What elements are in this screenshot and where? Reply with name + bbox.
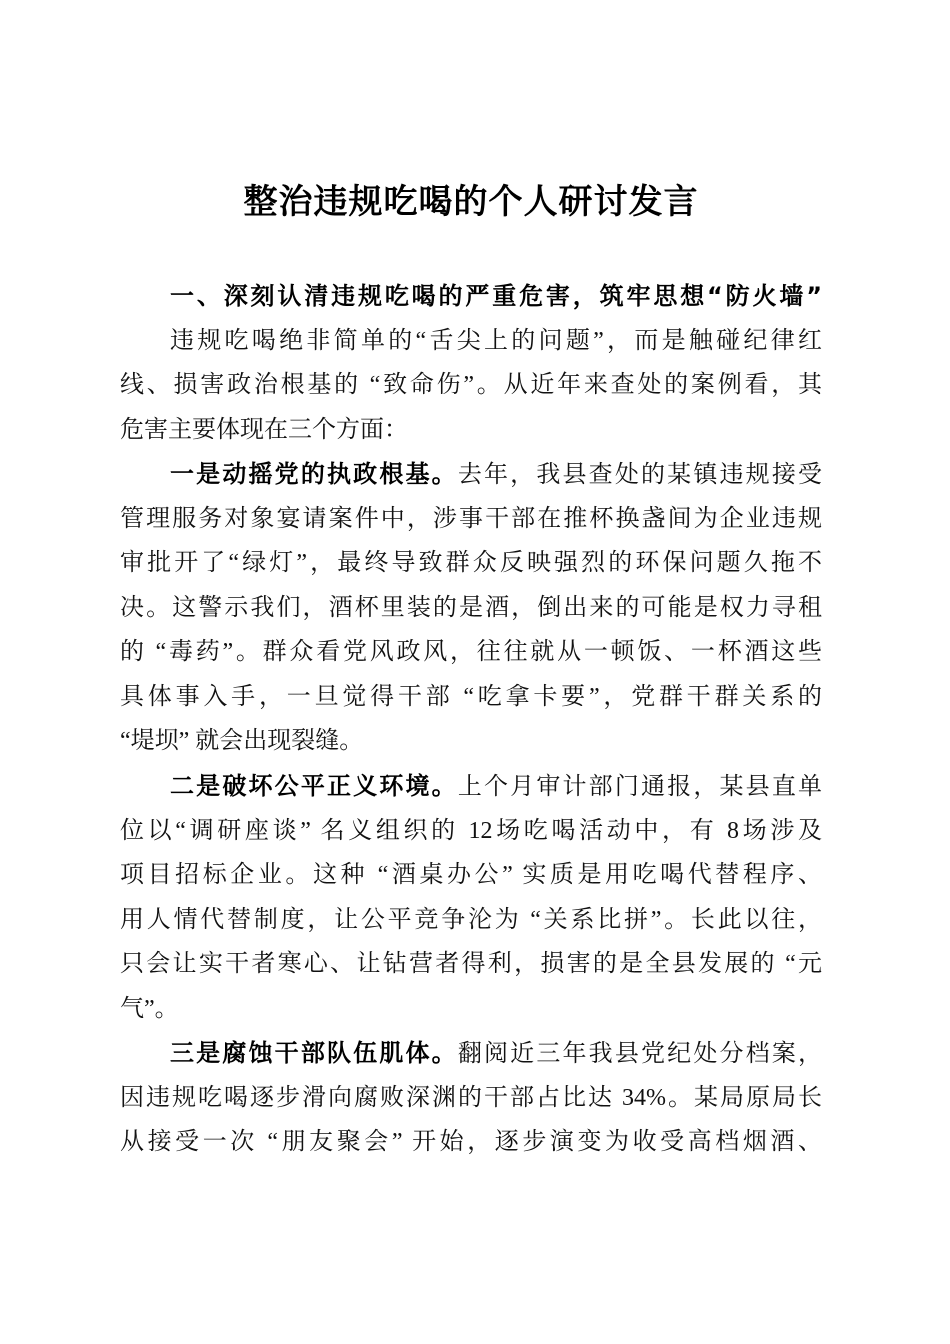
paragraph-lead: 三是腐蚀干部队伍肌体。 (170, 1039, 458, 1068)
paragraph-line: 因违规吃喝逐步滑向腐败深渊的干部占比达 34%。某局原局长 (120, 1084, 822, 1111)
paragraph-line: 决。这警示我们，酒杯里装的是酒，倒出来的可能是权力寻租 (120, 594, 822, 621)
paragraph-line: 管理服务对象宴请案件中，涉事干部在推杯换盏间为企业违规 (120, 505, 822, 532)
paragraph-line: “堤坝” 就会出现裂缝。 (120, 728, 364, 755)
paragraph-line: 气”。 (120, 995, 179, 1022)
paragraph-lead: 一是动摇党的执政根基。 (170, 460, 458, 489)
section-heading: 一、深刻认清违规吃喝的严重危害，筑牢思想“防火墙” (170, 282, 822, 310)
paragraph-intro (120, 319, 822, 453)
paragraph-line: 从接受一次 “朋友聚会” 开始，逐步演变为收受高档烟酒、 (120, 1129, 822, 1156)
paragraph-line: 违规吃喝绝非简单的“舌尖上的问题”，而是触碰纪律红 (170, 327, 822, 354)
paragraph-line (120, 1031, 822, 1076)
paragraph-line: 具体事入手，一旦觉得干部 “吃拿卡要”，党群干群关系的 (120, 683, 822, 710)
paragraph-line: 只会让实干者寒心、让钻营者得利，损害的是全县发展的 “元 (120, 951, 822, 978)
paragraph-line: 位以“调研座谈” 名义组织的 12场吃喝活动中，有 8场涉及 (120, 817, 822, 844)
paragraph-line: 项目招标企业。这种 “酒桌办公” 实质是用吃喝代替程序、 (120, 862, 822, 889)
paragraph-lead: 二是破坏公平正义环境。 (170, 772, 458, 801)
paragraph-point-one (120, 452, 822, 764)
document-title: 整治违规吃喝的个人研讨发言 (243, 184, 699, 221)
paragraph-line: 的 “毒药”。群众看党风政风，往往就从一顿饭、一杯酒这些 (120, 639, 822, 666)
document-body (120, 274, 822, 1165)
paragraph-point-three (120, 1031, 822, 1165)
paragraph-line: 危害主要体现在三个方面： (120, 416, 408, 443)
paragraph-line-text: 上个月审计部门通报，某县直单 (457, 774, 822, 801)
paragraph-line: 审批开了“绿灯”，最终导致群众反映强烈的环保问题久拖不 (120, 550, 822, 577)
paragraph-line (120, 764, 822, 809)
paragraph-point-two (120, 764, 822, 1031)
paragraph-line-text: 翻阅近三年我县党纪处分档案， (457, 1041, 822, 1068)
paragraph-line (120, 452, 822, 497)
paragraph-line: 线、损害政治根基的 “致命伤”。从近年来查处的案例看，其 (120, 372, 822, 399)
paragraph-line-text: 去年，我县查处的某镇违规接受 (457, 462, 822, 489)
paragraph-line: 用人情代替制度，让公平竞争沦为 “关系比拼”。长此以往， (120, 906, 822, 933)
